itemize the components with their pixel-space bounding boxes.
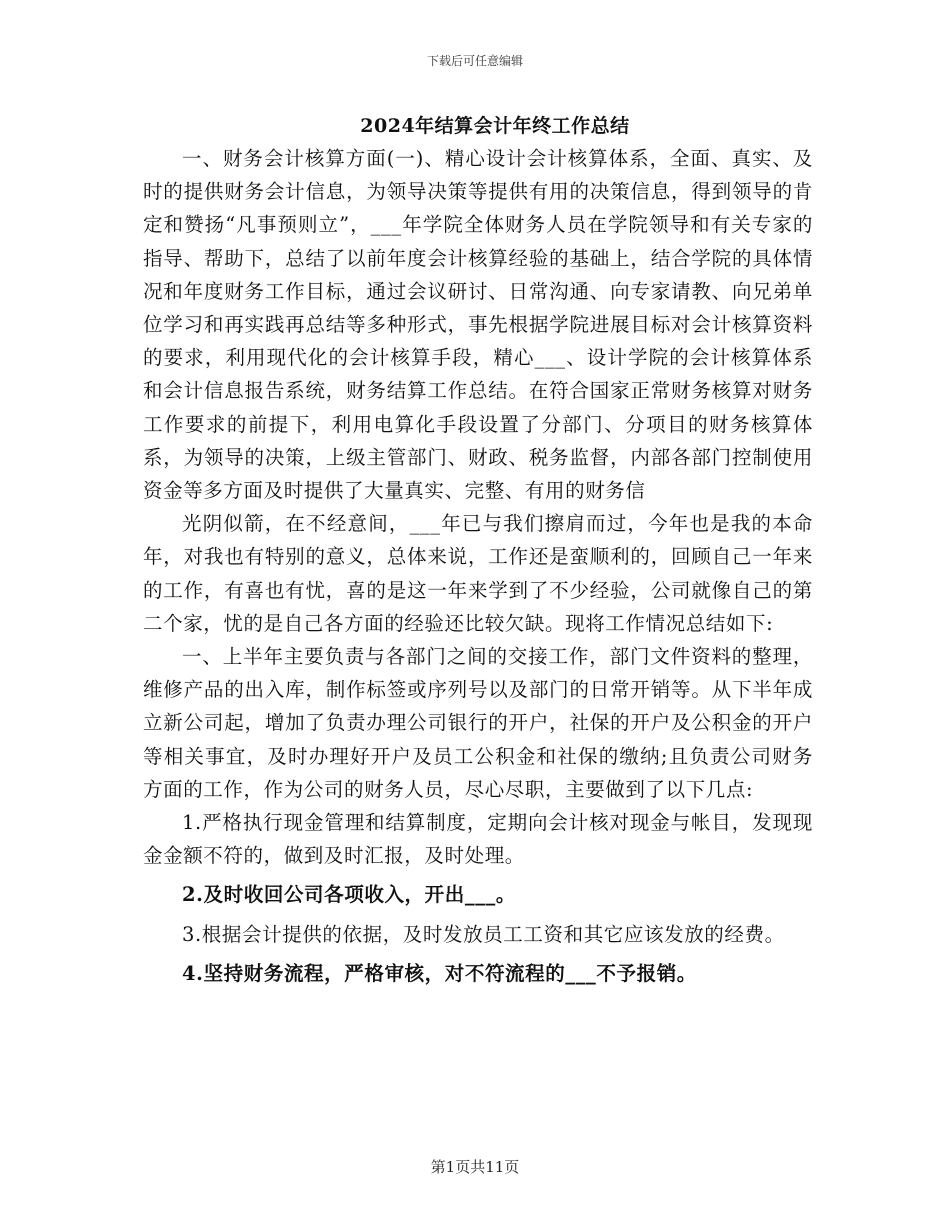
paragraph-work-duties: 一、上半年主要负责与各部门之间的交接工作，部门文件资料的整理，维修产品的出入库，制作标签或序列号以及部门的日常开销等。从下半年成立新公司起，增加了负责办理公司银行的开户，社保的开户及公积金的开户等相关事宜，及时办理好开户及员工公积金和社保的缴纳;且负责公司财务方面的工作，作为公司的财务人员，尽心尽职，主要做到了以下几点:	[143, 645, 813, 801]
list-item-pay-wages: 3.根据会计提供的依据，及时发放员工工资和其它应该发放的经费。	[182, 922, 785, 946]
header-note: 下载后可任意编辑	[426, 54, 523, 68]
list-item-collect-income: 2.及时收回公司各项收入，开出___。	[182, 883, 517, 907]
list-item-cash-management: 1.严格执行现金管理和结算制度，定期向会计核对现金与帐目，发现现金金额不符的，做到及时汇报，及时处理。	[143, 811, 813, 868]
document-body	[143, 142, 813, 990]
page-number: 第1页共11页	[430, 1158, 520, 1176]
paragraph-accounting-system: 一、财务会计核算方面(一)、精心设计会计核算体系，全面、真实、及时的提供财务会计信息，为领导决策等提供有用的决策信息，得到领导的肯定和赞扬“凡事预则立”，___年学院全体财务人员在学院领导和有关专家的指导、帮助下，总结了以前年度会计核算经验的基础上，结合学院的具体情况和年度财务工作目标，通过会议研讨、日常沟通、向专家请教、向兄弟单位学习和再实践再总结等多种形式，事先根据学院进展目标对会计核算资料的要求，利用现代化的会计核算手段，精心___、设计学院的会计核算体系和会计信息报告系统，财务结算工作总结。在符合国家正常财务核算对财务工作要求的前提下，利用电算化手段设置了分部门、分项目的财务核算体系，为领导的决策，上级主管部门、财政、税务监督，内部各部门控制使用资金等多方面及时提供了大量真实、完整、有用的财务信	[143, 147, 813, 503]
list-item-audit-process: 4.坚持财务流程，严格审核，对不符流程的___不予报销。	[182, 961, 697, 985]
paragraph-year-review: 光阴似箭，在不经意间，___年已与我们擦肩而过，今年也是我的本命年，对我也有特别的意义，总体来说，工作还是蛮顺利的，回顾自己一年来的工作，有喜也有忧，喜的是这一年来学到了不少经验，公司就像自己的第二个家，忧的是自己各方面的经验还比较欠缺。现将工作情况总结如下:	[143, 512, 813, 635]
document-title: 2024年结算会计年终工作总结	[360, 115, 630, 137]
